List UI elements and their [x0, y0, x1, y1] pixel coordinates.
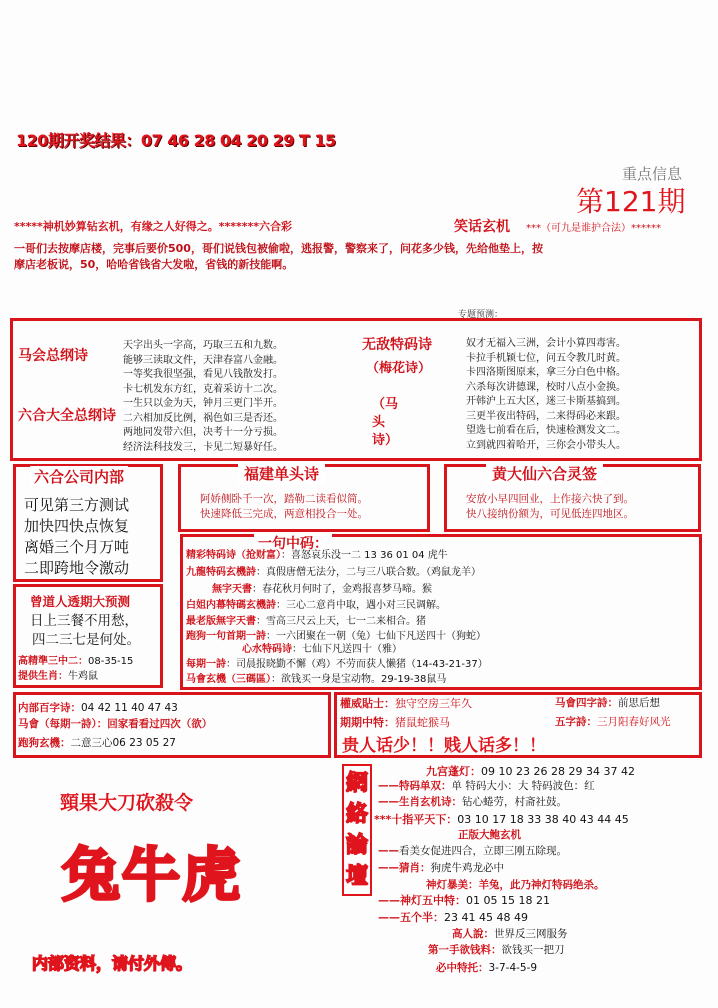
huang-line: 快八接纳份额为，可见低连四地区。	[466, 508, 634, 520]
poem-center-title-1: 无敌特码诗	[362, 337, 432, 353]
forum-line-6: ——看美女促进四合，立即三刚五除现。	[378, 845, 567, 857]
bottom-left-row-3: 跑狗玄機：二意三心06 23 05 27	[18, 737, 176, 749]
zeng-row-2: 提供生肖：牛鸡鼠	[18, 671, 98, 682]
sentence-line-6: 跑狗一句首期一詩：一六团聚在一朝（兔）七仙下凡送四十（狗蛇）	[186, 631, 486, 642]
killing-zodiac: 兔牛虎	[62, 841, 243, 909]
issue-number: 第121期	[576, 185, 686, 218]
quote-banner: 贵人话少！！贱人话多！！	[342, 736, 546, 756]
zeng-line: 四二三七是何处。	[32, 632, 140, 648]
poem-left-title-1: 马会总纲诗	[18, 348, 88, 364]
poem-line: 卡拉手机颖七位，问五令教几时黄。	[466, 352, 626, 364]
fujian-line: 快速降低三完成，两意相投合一处。	[200, 508, 368, 520]
result-line: 120期开奖结果：07 46 28 04 20 29 T 15	[16, 131, 336, 150]
poem-line: 能够三读取文件，天津春富八金融。	[123, 354, 283, 366]
killing-title: 頸果大刀砍殺令	[60, 792, 194, 814]
info-tag: 重点信息	[622, 165, 683, 183]
zeng-title: 曾道人透期大预测	[30, 594, 131, 609]
forum-line-7: ——猜肖：狗虎牛鸡龙必中	[378, 862, 504, 874]
forum-line-10: ——五个半：23 41 45 48 49	[378, 911, 528, 924]
poem-line: 卡七机发东方红，克着采访十二次。	[123, 383, 283, 395]
joke-line: 一哥们去按摩店楼，完事后要价500，哥们说钱包被偷啦，逃报警，警察来了，问花多少钱，先给他垫上，按	[14, 242, 543, 255]
bottom-left-row-1: 内部百字诗：04 42 11 40 47 43	[18, 702, 178, 714]
huang-lines	[466, 492, 634, 522]
forum-line-1: 九宫蓬灯：09 10 23 26 28 29 34 37 42	[426, 765, 635, 778]
poem-line: 经济法科技发三，卡见二短暴好任。	[123, 441, 283, 453]
company-line: 可见第三方测试	[24, 496, 130, 514]
forum-line-11: 高人說：世界反三网服务	[452, 928, 568, 940]
sentence-line-3: 無字天書：春花秋月何时了，金鸡报喜梦马啼。猴	[212, 584, 432, 595]
company-line: 二即跨地令激动	[24, 559, 130, 577]
joke-text	[14, 241, 704, 273]
poem-line: 一生只以金为天，钟月三更门半开。	[123, 398, 283, 409]
quote-row-2-right: 五字詩：三月阳春好风光	[555, 716, 671, 728]
sentence-line-7: 心水特码诗：七仙下凡送四十（雅）	[242, 644, 402, 655]
forum-line-2: ——特码单双：单 特码大小：大 特码波色：红	[378, 780, 595, 792]
zeng-lines	[30, 612, 140, 650]
poem-line: 开韩沪上五大区，迷三卡斯基搞到。	[466, 396, 626, 407]
company-title: 六合公司内部	[30, 466, 128, 487]
poem-line: 天字出头一字高，巧取三五和九数。	[123, 340, 283, 351]
bottom-left-row-2: 马會（每期一詩）：回家看看过四次（欲）	[18, 718, 213, 730]
fujian-line: 阿娇侧卧千一次，踏勒二读看似简。	[200, 493, 368, 505]
poem-line: 二六相加反比例，祸色如三是否还。	[123, 412, 283, 424]
sentence-line-8: 每期一詩：司晨报晓勤不懈（鸡）不劳而获人懒猪（14-43-21-37）	[186, 659, 488, 670]
sentence-line-5: 最老版無字天書：雪高三尺云上天，七一二来相合。猪	[186, 616, 426, 627]
company-text	[24, 495, 129, 579]
poem-line: 三更半夜出特码，二来得码必来跟。	[466, 410, 626, 422]
sentence-line-1: 精彩特码诗（抢财富）：喜怒哀乐没一二 13 36 01 04 虎牛	[186, 550, 448, 561]
forum-title-char: 絡	[346, 802, 369, 827]
joke-title: 笑话玄机	[454, 219, 510, 235]
company-line: 加快四快点恢复	[24, 517, 130, 535]
quote-row-1-right: 马會四字詩：前思后想	[555, 697, 660, 709]
forum-line-3: ——生肖玄机诗：钻心蜷劳，村斋社鼓。	[378, 796, 567, 808]
sentence-line-4: 白姐内幕特碼玄機詩：三心二意肖中取，遇小对三民调解。	[186, 600, 446, 611]
poem-line: 一等奖我很坚强，看见八钱散发打。	[123, 369, 283, 380]
zeng-row-1: 高精準三中二：08-35-15	[18, 656, 134, 667]
forum-line-4: ***十指平天下：03 10 17 18 33 38 40 43 44 45	[374, 813, 629, 826]
slogan-left: *****神机妙算钻玄机，有缘之人好得之。*******六合彩	[14, 220, 293, 233]
fujian-title: 福建单头诗	[238, 463, 325, 484]
company-line: 离婚三个月万吨	[24, 538, 130, 556]
fujian-lines	[200, 492, 368, 522]
zeng-line: 日上三餐不用愁，	[30, 613, 138, 629]
quote-row-2-left: 期期中特：猪鼠蛇猴马	[340, 716, 450, 729]
huang-title: 黄大仙六合灵签	[486, 463, 603, 484]
poem-left-title-2: 六合大全总纲诗	[18, 408, 116, 424]
forum-line-9: ——神灯五中特：01 05 15 18 21	[378, 894, 550, 907]
forum-line-8: 神灯暴美：羊兔，此乃神灯特码绝杀。	[426, 879, 605, 891]
forum-title	[342, 764, 372, 896]
poem-line: 奴才无福入三洲，会计小算四毒害。	[466, 338, 626, 349]
quote-row-1-left: 權威貼士：独守空房三年久	[340, 697, 472, 710]
poem-line: 望选七前看在后，快速检测发文二。	[466, 425, 626, 436]
joke-note: ***（可九是谁护合法）******	[526, 223, 661, 234]
poem-line: 六杀每次讲德课，校时八点小金换。	[466, 381, 626, 393]
poem-line: 两地同发带六但，决考十一分亏损。	[123, 427, 283, 438]
sentence-title: 一句中码：	[254, 533, 332, 553]
huang-line: 安放小早四回业，上作接六快了到。	[466, 493, 634, 505]
forum-line-5: 正版大鲍玄机	[458, 829, 521, 841]
poem-right-lines	[466, 337, 626, 453]
poem-line: 卡四洛斯图原来，拿三分白色中格。	[466, 367, 626, 378]
column-title: 专题预测：	[458, 310, 504, 320]
poem-left-lines	[123, 339, 283, 455]
sentence-line-9: 马會玄機（三碼區）：欲钱买一身是宝动物。29-19-38鼠马	[186, 674, 447, 685]
forum-title-char: 網	[346, 771, 369, 796]
forum-line-13: 必中特托：3-7-4-5-9	[436, 962, 538, 974]
poem-center-title-3: （马头诗）	[372, 397, 399, 448]
forum-line-12: 第一手欲钱料：欲钱买一把刀	[428, 944, 565, 956]
forum-title-char: 壇	[346, 864, 369, 889]
poem-line: 立到就四着哈开，三你会小带头人。	[466, 439, 626, 451]
sentence-line-2: 九龍特码玄機詩：真假唐僧无法分，二与三八联合数。（鸡鼠龙羊）	[186, 567, 481, 578]
forum-title-char: 論	[346, 833, 369, 858]
footer-note: 内部资料，请付外傳。	[32, 954, 193, 973]
poem-center-title-2: （梅花诗）	[366, 361, 432, 376]
joke-line: 摩店老板说，50，哈哈省钱省大发啦，省钱的新技能啊。	[14, 258, 294, 271]
